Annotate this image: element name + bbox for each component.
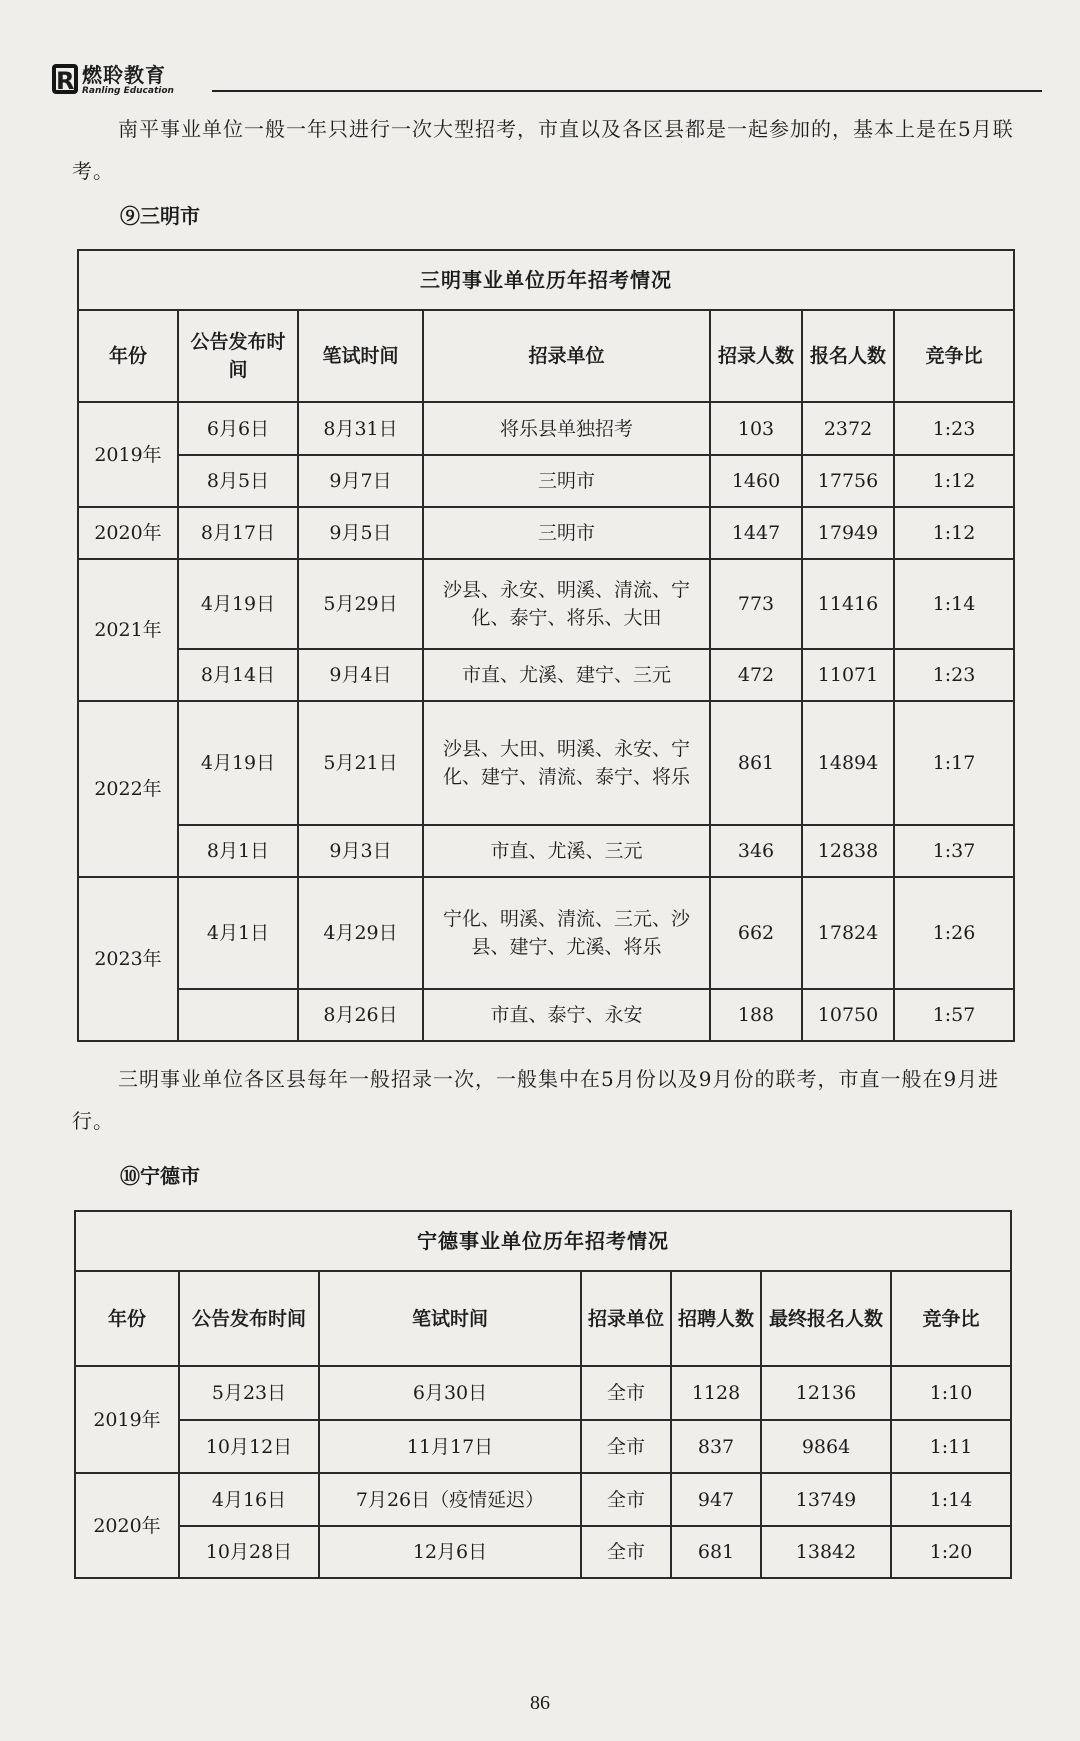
table-caption: 三明事业单位历年招考情况 (78, 250, 1014, 310)
applicant-count: 17949 (802, 507, 894, 559)
section-title-ningde: ⑩宁德市 (120, 1164, 200, 1188)
column-header: 公告发布时间 (178, 310, 298, 402)
table-row (78, 701, 1014, 825)
recruit-count: 1128 (671, 1366, 761, 1420)
exam-date: 4月29日 (298, 877, 423, 989)
notice-date: 8月1日 (178, 825, 298, 877)
competition-ratio: 1:37 (894, 825, 1014, 877)
notice-date: 4月19日 (178, 701, 298, 825)
recruit-unit: 市直、尤溪、建宁、三元 (423, 649, 710, 701)
recruit-unit: 市直、泰宁、永安 (423, 989, 710, 1041)
brand-name-en: Ranling Education (82, 86, 174, 96)
paragraph-sanming: 三明事业单位各区县每年一般招录一次，一般集中在5月份以及9月份的联考，市直一般在9月进行。 (72, 1067, 1000, 1133)
table-row (78, 402, 1014, 455)
column-header: 年份 (75, 1271, 179, 1366)
paragraph-nanping: 南平事业单位一般一年只进行一次大型招考，市直以及各区县都是一起参加的，基本上是在5月联考。 (72, 117, 1014, 183)
header-rule (212, 90, 1042, 92)
year-cell: 2023年 (78, 877, 178, 1041)
table-row (78, 559, 1014, 649)
competition-ratio: 1:23 (894, 649, 1014, 701)
applicant-count: 17824 (802, 877, 894, 989)
section-title-sanming: ⑨三明市 (120, 204, 200, 228)
year-cell: 2022年 (78, 701, 178, 877)
column-header: 招聘人数 (671, 1271, 761, 1366)
recruit-unit: 全市 (581, 1526, 671, 1578)
recruit-count: 1447 (710, 507, 802, 559)
exam-date: 12月6日 (319, 1526, 581, 1578)
exam-date: 9月7日 (298, 455, 423, 507)
applicant-count: 10750 (802, 989, 894, 1041)
exam-date: 5月21日 (298, 701, 423, 825)
recruit-count: 1460 (710, 455, 802, 507)
year-cell: 2019年 (75, 1366, 179, 1473)
exam-date: 11月17日 (319, 1420, 581, 1473)
exam-date: 9月5日 (298, 507, 423, 559)
competition-ratio: 1:14 (894, 559, 1014, 649)
table-row (78, 877, 1014, 989)
recruit-count: 346 (710, 825, 802, 877)
sanming-table (77, 249, 1015, 1042)
column-header: 公告发布时间 (179, 1271, 319, 1366)
competition-ratio: 1:57 (894, 989, 1014, 1041)
exam-date: 8月26日 (298, 989, 423, 1041)
column-header: 招录单位 (423, 310, 710, 402)
brand-name-cn: 燃聆教育 (82, 63, 166, 87)
table-caption: 宁德事业单位历年招考情况 (75, 1211, 1011, 1271)
column-header: 年份 (78, 310, 178, 402)
table-row (78, 649, 1014, 701)
recruit-count: 472 (710, 649, 802, 701)
applicant-count: 12136 (761, 1366, 891, 1420)
competition-ratio: 1:10 (891, 1366, 1011, 1420)
table-row (78, 455, 1014, 507)
competition-ratio: 1:17 (894, 701, 1014, 825)
recruit-count: 861 (710, 701, 802, 825)
exam-date: 6月30日 (319, 1366, 581, 1420)
year-cell: 2020年 (75, 1473, 179, 1578)
column-header: 竞争比 (891, 1271, 1011, 1366)
competition-ratio: 1:26 (894, 877, 1014, 989)
recruit-unit: 市直、尤溪、三元 (423, 825, 710, 877)
applicant-count: 11416 (802, 559, 894, 649)
applicant-count: 14894 (802, 701, 894, 825)
ningde-table (74, 1210, 1012, 1579)
recruit-unit: 三明市 (423, 455, 710, 507)
recruit-count: 947 (671, 1473, 761, 1526)
recruit-count: 188 (710, 989, 802, 1041)
notice-date: 8月14日 (178, 649, 298, 701)
notice-date: 10月28日 (179, 1526, 319, 1578)
recruit-unit: 宁化、明溪、清流、三元、沙县、建宁、尤溪、将乐 (423, 877, 710, 989)
applicant-count: 13749 (761, 1473, 891, 1526)
column-header: 招录单位 (581, 1271, 671, 1366)
applicant-count: 11071 (802, 649, 894, 701)
table-row (78, 989, 1014, 1041)
page-number: 86 (530, 1692, 550, 1714)
notice-date: 6月6日 (178, 402, 298, 455)
exam-date: 9月3日 (298, 825, 423, 877)
exam-date: 8月31日 (298, 402, 423, 455)
notice-date: 4月19日 (178, 559, 298, 649)
recruit-unit: 将乐县单独招考 (423, 402, 710, 455)
table-row (78, 507, 1014, 559)
year-cell: 2020年 (78, 507, 178, 559)
logo-mark-icon: R (52, 64, 78, 94)
notice-date: 4月1日 (178, 877, 298, 989)
exam-date: 7月26日（疫情延迟） (319, 1473, 581, 1526)
competition-ratio: 1:23 (894, 402, 1014, 455)
applicant-count: 12838 (802, 825, 894, 877)
competition-ratio: 1:11 (891, 1420, 1011, 1473)
column-header: 最终报名人数 (761, 1271, 891, 1366)
recruit-count: 837 (671, 1420, 761, 1473)
column-header: 报名人数 (802, 310, 894, 402)
competition-ratio: 1:20 (891, 1526, 1011, 1578)
recruit-unit: 全市 (581, 1473, 671, 1526)
column-header: 竞争比 (894, 310, 1014, 402)
exam-date: 9月4日 (298, 649, 423, 701)
competition-ratio: 1:12 (894, 507, 1014, 559)
competition-ratio: 1:14 (891, 1473, 1011, 1526)
applicant-count: 13842 (761, 1526, 891, 1578)
recruit-unit: 三明市 (423, 507, 710, 559)
notice-date: 8月5日 (178, 455, 298, 507)
recruit-count: 681 (671, 1526, 761, 1578)
applicant-count: 2372 (802, 402, 894, 455)
table-row (78, 825, 1014, 877)
notice-date: 8月17日 (178, 507, 298, 559)
table-row (75, 1526, 1011, 1578)
column-header: 招录人数 (710, 310, 802, 402)
table-row (75, 1366, 1011, 1420)
notice-date: 5月23日 (179, 1366, 319, 1420)
applicant-count: 9864 (761, 1420, 891, 1473)
recruit-count: 103 (710, 402, 802, 455)
year-cell: 2021年 (78, 559, 178, 701)
applicant-count: 17756 (802, 455, 894, 507)
brand-logo (52, 64, 174, 97)
notice-date: 10月12日 (179, 1420, 319, 1473)
recruit-unit: 全市 (581, 1366, 671, 1420)
column-header: 笔试时间 (319, 1271, 581, 1366)
recruit-unit: 全市 (581, 1420, 671, 1473)
column-header: 笔试时间 (298, 310, 423, 402)
notice-date: 4月16日 (179, 1473, 319, 1526)
table-row (75, 1473, 1011, 1526)
year-cell: 2019年 (78, 402, 178, 507)
recruit-count: 662 (710, 877, 802, 989)
recruit-count: 773 (710, 559, 802, 649)
recruit-unit: 沙县、永安、明溪、清流、宁化、泰宁、将乐、大田 (423, 559, 710, 649)
page-header (52, 64, 1042, 104)
notice-date (178, 989, 298, 1041)
exam-date: 5月29日 (298, 559, 423, 649)
table-row (75, 1420, 1011, 1473)
competition-ratio: 1:12 (894, 455, 1014, 507)
recruit-unit: 沙县、大田、明溪、永安、宁化、建宁、清流、泰宁、将乐 (423, 701, 710, 825)
